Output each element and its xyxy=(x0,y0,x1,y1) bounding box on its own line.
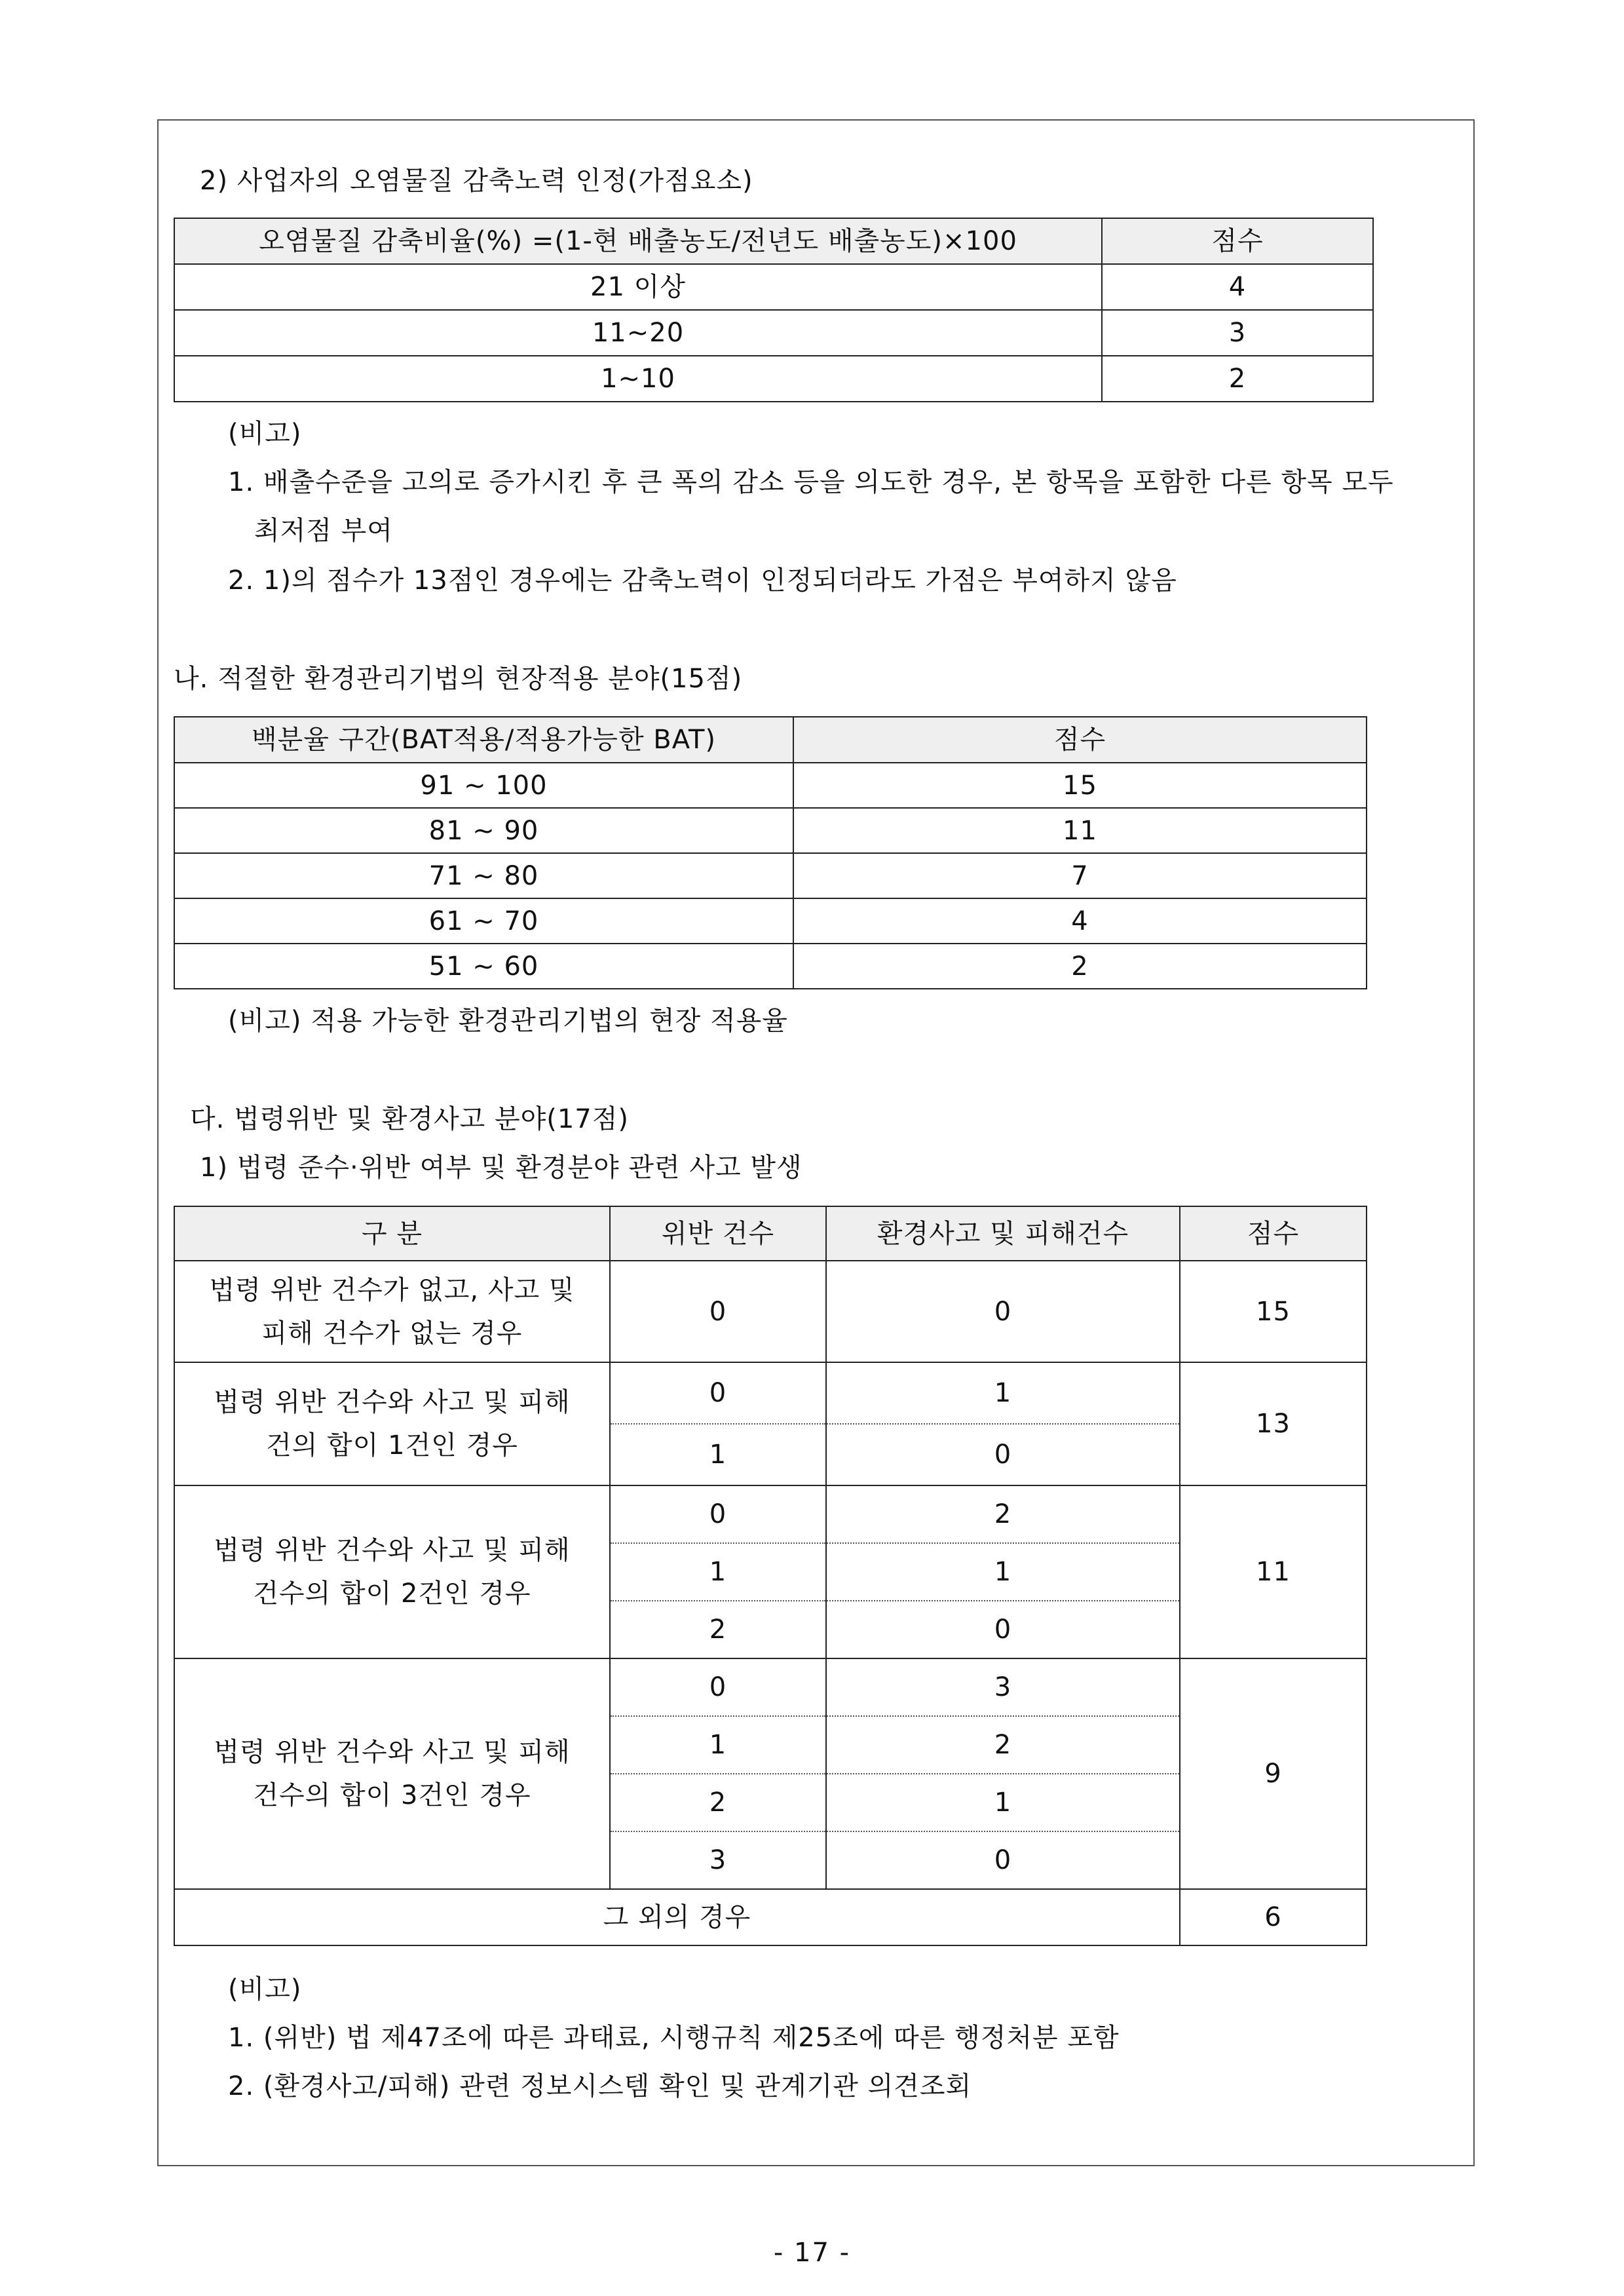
header-accident-count: 환경사고 및 피해건수 xyxy=(826,1206,1180,1261)
percentage-range: 61 ~ 70 xyxy=(174,898,793,944)
reduction-score: 2 xyxy=(1102,356,1373,402)
category-score: 11 xyxy=(1180,1485,1367,1658)
section2-title: 나. 적절한 환경관리기법의 현장적용 분야(15점) xyxy=(174,664,743,694)
section1-note-1-cont: 최저점 부여 xyxy=(254,516,393,546)
category-score: 13 xyxy=(1180,1362,1367,1485)
bat-score: 15 xyxy=(793,763,1367,808)
violation-count: 1 xyxy=(610,1424,826,1485)
category-no-violation xyxy=(174,1261,610,1362)
violation-count: 0 xyxy=(610,1485,826,1543)
violation-count: 0 xyxy=(610,1261,826,1362)
category-label-line: 건의 합이 1건인 경우 xyxy=(266,1430,518,1461)
category-sum-3 xyxy=(174,1658,610,1889)
section1-note-2: 2. 1)의 점수가 13점인 경우에는 감축노력이 인정되더라도 가점은 부여하지 않음 xyxy=(228,565,1177,596)
accident-count: 0 xyxy=(826,1831,1180,1889)
accident-count: 1 xyxy=(826,1774,1180,1831)
category-label-line: 법령 위반 건수가 없고, 사고 및 xyxy=(209,1274,575,1305)
category-label-line: 법령 위반 건수와 사고 및 피해 xyxy=(214,1737,571,1767)
category-label-line: 건수의 합이 2건인 경우 xyxy=(253,1578,531,1609)
accident-count: 2 xyxy=(826,1716,1180,1774)
page-number: - 17 - xyxy=(773,2238,851,2268)
percentage-range: 81 ~ 90 xyxy=(174,808,793,853)
reduction-range: 11~20 xyxy=(174,310,1102,356)
percentage-range: 91 ~ 100 xyxy=(174,763,793,808)
percentage-range: 51 ~ 60 xyxy=(174,944,793,989)
section3-note-title: (비고) xyxy=(228,1974,302,2004)
header-score: 점수 xyxy=(1180,1206,1367,1261)
violation-count: 3 xyxy=(610,1831,826,1889)
section3-note-1: 1. (위반) 법 제47조에 따른 과태료, 시행규칙 제25조에 따른 행정처분 포함 xyxy=(228,2023,1120,2053)
category-score: 9 xyxy=(1180,1658,1367,1889)
violation-count: 2 xyxy=(610,1774,826,1831)
percentage-range: 71 ~ 80 xyxy=(174,853,793,898)
section3-title: 다. 법령위반 및 환경사고 분야(17점) xyxy=(190,1104,630,1134)
violation-score-table xyxy=(174,1206,1367,1946)
accident-count: 1 xyxy=(826,1543,1180,1601)
reduction-score-table xyxy=(174,218,1374,402)
reduction-range: 1~10 xyxy=(174,356,1102,402)
bat-score: 2 xyxy=(793,944,1367,989)
bat-score: 7 xyxy=(793,853,1367,898)
violation-count: 1 xyxy=(610,1543,826,1601)
header-category: 구 분 xyxy=(174,1206,610,1261)
bat-score: 4 xyxy=(793,898,1367,944)
category-label-line: 법령 위반 건수와 사고 및 피해 xyxy=(214,1535,571,1565)
section1-note-title: (비고) xyxy=(228,419,302,449)
category-score: 6 xyxy=(1180,1889,1367,1945)
category-sum-2 xyxy=(174,1485,610,1658)
accident-count: 0 xyxy=(826,1261,1180,1362)
bat-score-table xyxy=(174,716,1367,989)
section2-note: (비고) 적용 가능한 환경관리기법의 현장 적용율 xyxy=(228,1006,788,1036)
section1-note-1: 1. 배출수준을 고의로 증가시킨 후 큰 폭의 감소 등을 의도한 경우, 본 항목을 포함한 다른 항목 모두 xyxy=(228,467,1394,497)
accident-count: 1 xyxy=(826,1362,1180,1424)
header-score: 점수 xyxy=(793,717,1367,763)
section1-title: 2) 사업자의 오염물질 감축노력 인정(가점요소) xyxy=(200,166,753,196)
violation-count: 0 xyxy=(610,1362,826,1424)
reduction-score: 4 xyxy=(1102,264,1373,310)
bat-score: 11 xyxy=(793,808,1367,853)
header-score: 점수 xyxy=(1102,218,1373,264)
category-label-line: 피해 건수가 없는 경우 xyxy=(261,1318,523,1349)
accident-count: 0 xyxy=(826,1601,1180,1658)
header-percentage-range: 백분율 구간(BAT적용/적용가능한 BAT) xyxy=(174,717,793,763)
violation-count: 2 xyxy=(610,1601,826,1658)
category-other: 그 외의 경우 xyxy=(174,1889,1180,1945)
accident-count: 0 xyxy=(826,1424,1180,1485)
category-label-line: 건수의 합이 3건인 경우 xyxy=(253,1780,531,1810)
accident-count: 2 xyxy=(826,1485,1180,1543)
header-violation-count: 위반 건수 xyxy=(610,1206,826,1261)
accident-count: 3 xyxy=(826,1658,1180,1716)
reduction-score: 3 xyxy=(1102,310,1373,356)
category-label-line: 법령 위반 건수와 사고 및 피해 xyxy=(214,1387,571,1417)
violation-count: 0 xyxy=(610,1658,826,1716)
section3-note-2: 2. (환경사고/피해) 관련 정보시스템 확인 및 관계기관 의견조회 xyxy=(228,2071,972,2101)
reduction-range: 21 이상 xyxy=(174,264,1102,310)
violation-count: 1 xyxy=(610,1716,826,1774)
category-score: 15 xyxy=(1180,1261,1367,1362)
category-sum-1 xyxy=(174,1362,610,1485)
header-reduction-rate: 오염물질 감축비율(%) =(1-현 배출농도/전년도 배출농도)×100 xyxy=(174,218,1102,264)
section3-subtitle: 1) 법령 준수·위반 여부 및 환경분야 관련 사고 발생 xyxy=(200,1153,803,1183)
